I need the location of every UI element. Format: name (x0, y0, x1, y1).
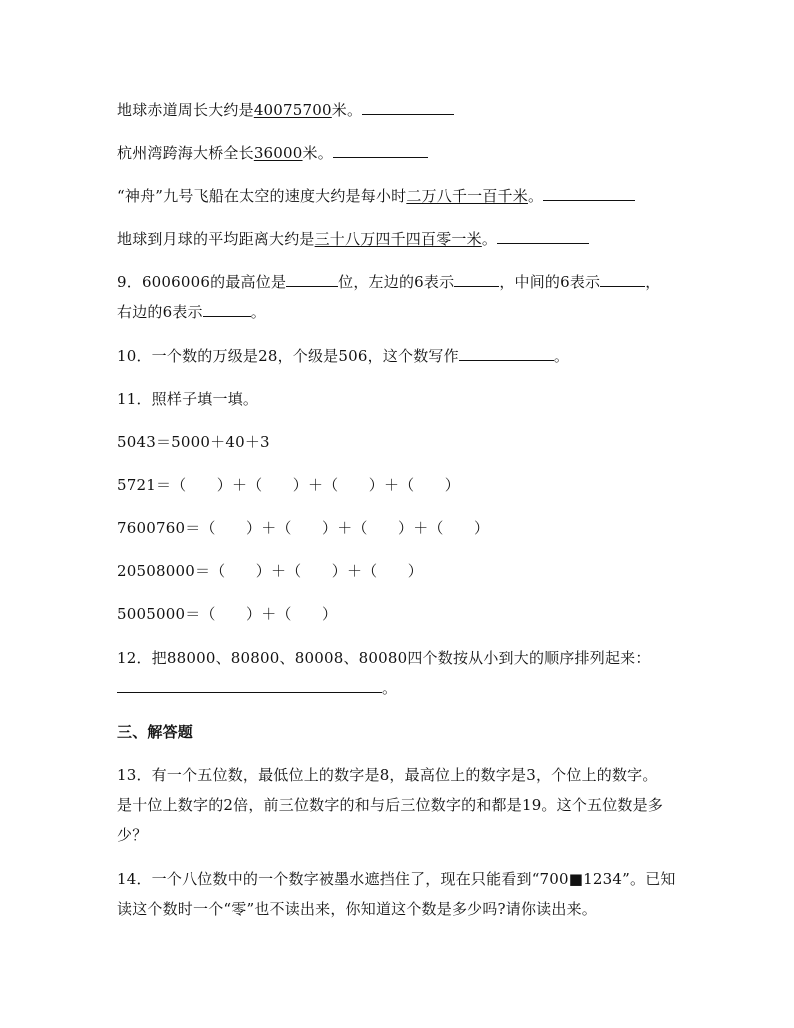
answer-blank[interactable] (543, 186, 635, 201)
fact-text: 地球赤道周长大约是 (117, 101, 254, 119)
question-11-row[interactable]: 20508000＝（ ）＋（ ）＋（ ） (117, 562, 423, 580)
answer-blank[interactable] (362, 100, 454, 115)
fact-moon (117, 229, 589, 249)
question-9-line2 (117, 302, 266, 322)
answer-blank[interactable] (203, 302, 251, 317)
answer-blank[interactable] (333, 143, 428, 158)
question-14-line1: 14．一个八位数中的一个数字被墨水遮挡住了，现在只能看到“700■1234”。已知 (117, 870, 676, 888)
question-text: 右边的6表示 (117, 303, 203, 321)
answer-blank[interactable] (497, 229, 589, 244)
fact-text: 地球到月球的平均距离大约是 (117, 230, 315, 248)
question-11-example: 5043＝5000＋40＋3 (117, 433, 270, 451)
question-text: ， (645, 273, 661, 291)
fact-text: 杭州湾跨海大桥全长 (117, 144, 254, 162)
fact-shenzhou (117, 186, 635, 206)
question-12-answer (117, 678, 397, 698)
question-text: ，中间的6表示 (499, 273, 601, 291)
underlined-number: 三十八万四千四百零一米 (314, 230, 482, 248)
answer-blank[interactable] (600, 272, 645, 287)
question-14-line2: 读这个数时一个“零”也不读出来，你知道这个数是多少吗?请你读出来。 (117, 900, 597, 918)
fact-text: “神舟”九号飞船在太空的速度大约是每小时 (117, 187, 407, 205)
question-text: 。 (250, 303, 266, 321)
question-10 (117, 346, 569, 366)
question-12: 12．把88000、80800、80008、80080四个数按从小到大的顺序排列起来： (117, 649, 651, 667)
fact-text: 。 (481, 230, 498, 248)
question-13-line2: 是十位上数字的2倍，前三位数字的和与后三位数字的和都是19。这个五位数是多 (117, 796, 664, 814)
question-13-line3: 少？ (117, 826, 148, 844)
question-11-title: 11．照样子填一填。 (117, 390, 259, 408)
question-9-line1 (117, 272, 660, 292)
fact-text: 米。 (302, 144, 333, 162)
answer-blank[interactable] (286, 272, 338, 287)
question-11-row[interactable]: 7600760＝（ ）＋（ ）＋（ ）＋（ ） (117, 519, 490, 537)
fact-text: 米。 (331, 101, 363, 119)
underlined-number: 36000 (253, 144, 303, 162)
fact-bridge (117, 143, 428, 163)
question-text: 。 (553, 347, 570, 365)
question-text: 。 (382, 679, 398, 697)
question-text: 10．一个数的万级是28，个级是506，这个数写作 (117, 347, 459, 365)
answer-blank[interactable] (117, 678, 382, 693)
question-text: 9．6006006的最高位是 (117, 273, 287, 291)
underlined-number: 40075700 (253, 101, 332, 119)
question-11-row[interactable]: 5005000＝（ ）＋（ ） (117, 605, 338, 623)
answer-blank[interactable] (459, 346, 554, 361)
question-13-line1: 13．有一个五位数，最低位上的数字是8，最高位上的数字是3，个位上的数字。 (117, 766, 658, 784)
question-11-row[interactable]: 5721＝（ ）＋（ ）＋（ ）＋（ ） (117, 476, 460, 494)
fact-text: 。 (527, 187, 544, 205)
fact-equator (117, 100, 454, 120)
section-heading: 三、解答题 (117, 723, 194, 741)
answer-blank[interactable] (454, 272, 499, 287)
underlined-number: 二万八千一百千米 (406, 187, 528, 205)
question-text: 位，左边的6表示 (338, 273, 455, 291)
